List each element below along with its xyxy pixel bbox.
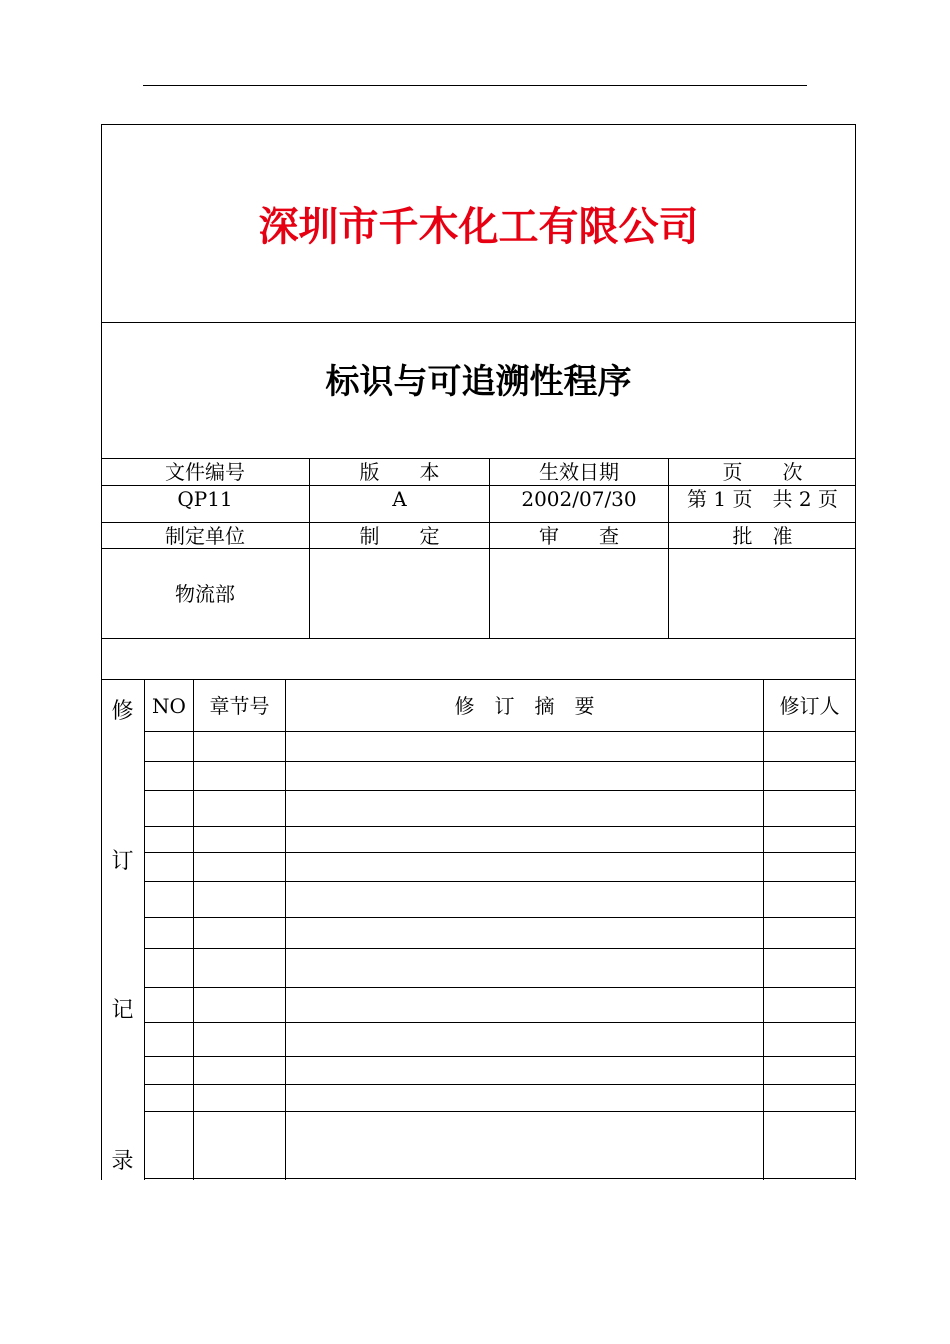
revision-side-label: 录 [111,1149,134,1174]
revision-row-line [144,790,856,791]
effective-date-value: 2002/07/30 [521,487,637,511]
revision-reviser-header: 修订人 [779,694,840,718]
document-title: 标识与可追溯性程序 [325,361,632,402]
revision-row-line [144,731,856,732]
doc-number-header: 文件编号 [165,460,245,484]
revision-row-line [144,1022,856,1023]
revision-side-label: 修 [111,699,134,724]
approved-by-header: 批 准 [732,523,793,548]
page-header: 页 次 [722,460,803,484]
revision-bottom-line [144,1178,856,1179]
page-value: 第 1 页 共 2 页 [687,487,838,511]
effective-date-header: 生效日期 [539,460,619,484]
revision-row-line [144,761,856,762]
prepared-by-header: 制 定 [359,523,440,548]
col-divider [193,680,194,1180]
prepared-dept-header: 制定单位 [165,523,245,548]
revision-left-border [101,680,102,1180]
revision-side-label: 记 [111,998,134,1023]
revision-row-line [144,852,856,853]
doc-number-value: QP11 [177,487,233,511]
approved-by-value [669,549,856,638]
version-header: 版 本 [359,460,440,484]
company-name: 深圳市千木化工有限公司 [258,203,699,250]
revision-row-line [144,1084,856,1085]
revision-section-header: 章节号 [209,694,270,718]
reviewed-by-value [490,549,668,638]
revision-row-line [144,1111,856,1112]
revision-row-line [144,987,856,988]
prepared-by-value [310,549,489,638]
col-divider [763,680,764,1180]
revision-right-border [855,680,856,1180]
revision-row-line [144,826,856,827]
header-rule [143,85,807,86]
version-value: A [392,487,407,511]
col-divider [285,680,286,1180]
revision-row-line [144,948,856,949]
reviewed-by-header: 审 查 [539,523,619,548]
revision-side-label: 订 [111,849,134,874]
revision-no-header: NO [152,694,186,718]
revision-row-line [144,1056,856,1057]
divider [101,638,856,639]
revision-label-divider [144,680,145,1180]
revision-row-line [144,917,856,918]
revision-summary-header: 修 订 摘 要 [454,694,595,718]
prepared-dept-value: 物流部 [175,581,235,606]
revision-row-line [144,881,856,882]
